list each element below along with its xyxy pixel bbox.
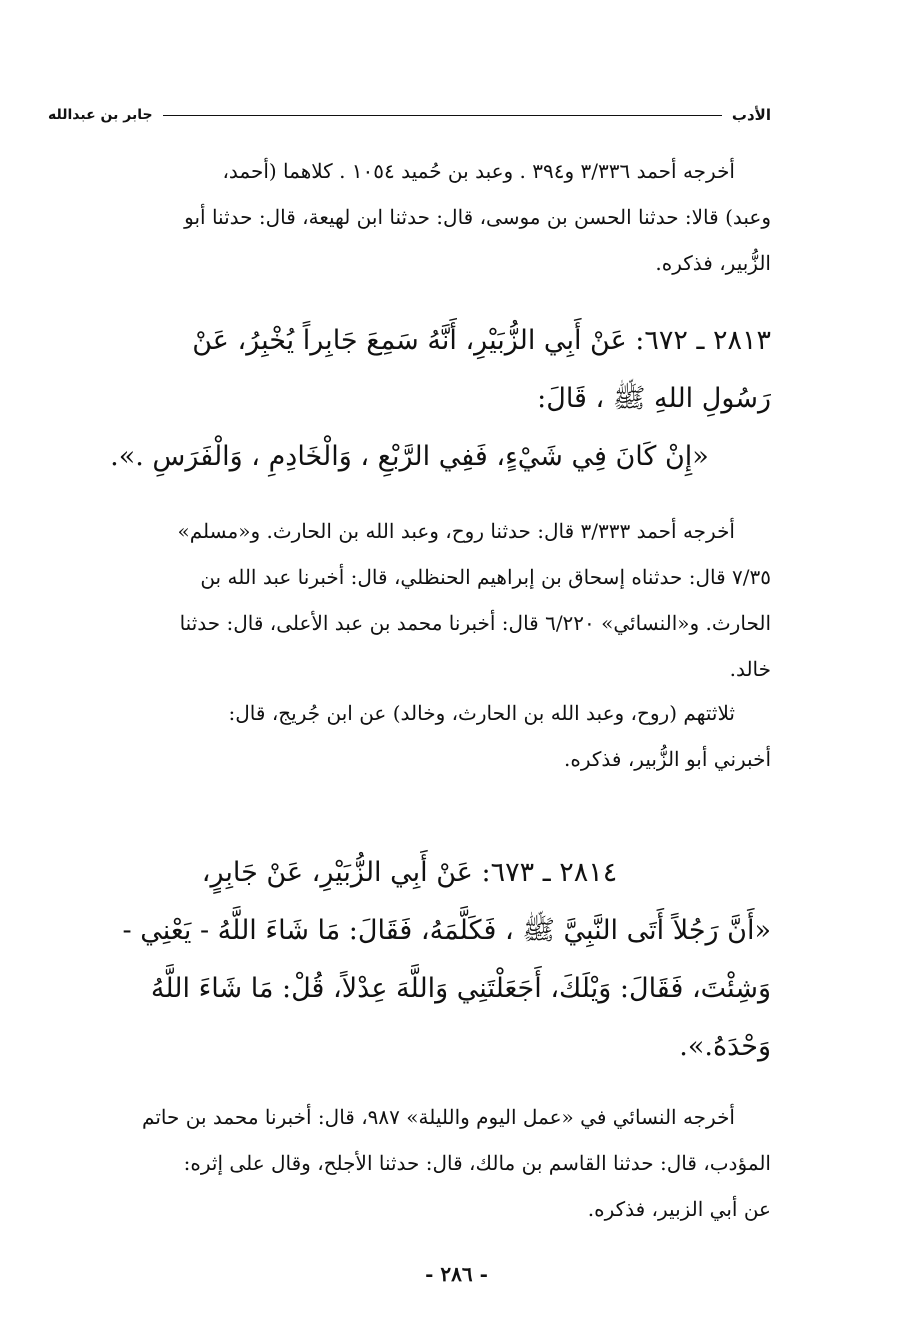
- takhrij-note-3: [48, 690, 771, 782]
- text-line: أخرجه أحمد ٣/٣٣٦ و٣٩٤ . وعبد بن حُميد ١٠٥٤ . كلاهما (أحمد،: [222, 159, 735, 183]
- text-line: الزُّبير، فذكره.: [655, 251, 771, 275]
- takhrij-note-4: [48, 1094, 771, 1232]
- text-line: ٧/٣٥ قال: حدثناه إسحاق بن إبراهيم الحنظلي، قال: أخبرنا عبد الله بن: [200, 565, 771, 589]
- running-header: [48, 100, 771, 130]
- hadith-matn-line: «إِنْ كَانَ فِي شَيْءٍ، فَفِي الرَّبْعِ ، وَالْخَادِمِ ، وَالْفَرَسِ .».: [110, 441, 709, 472]
- text-line: المؤدب، قال: حدثنا القاسم بن مالك، قال: حدثنا الأجلح، وقال على إثره:: [183, 1151, 771, 1175]
- hadith-line: وَحْدَهُ.».: [679, 1031, 771, 1062]
- header-author-title: جابر بن عبدالله: [48, 107, 153, 123]
- text-line: ثلاثتهم (روح، وعبد الله بن الحارث، وخالد) عن ابن جُريج، قال:: [228, 701, 735, 725]
- text-line: أخبرني أبو الزُّبير، فذكره.: [564, 747, 771, 771]
- header-divider-line: [163, 115, 722, 116]
- hadith-2813: [48, 312, 771, 486]
- text-line: خالد.: [729, 657, 771, 681]
- page-number: - ٢٨٦ -: [425, 1262, 488, 1286]
- hadith-2814: [48, 844, 771, 1076]
- hadith-line: «أَنَّ رَجُلاً أَتَى النَّبِيَّ ﷺ ، فَكَلَّمَهُ، فَقَالَ: مَا شَاءَ اللَّهُ - يَعْنِي -: [122, 915, 771, 946]
- hadith-line: ٢٨١٣ ـ ٦٧٢: عَنْ أَبِي الزُّبَيْرِ، أَنَّهُ سَمِعَ جَابِراً يُخْبِرُ، عَنْ: [192, 325, 771, 356]
- text-line: عن أبي الزبير، فذكره.: [587, 1197, 771, 1221]
- text-line: أخرجه أحمد ٣/٣٣٣ قال: حدثنا روح، وعبد الله بن الحارث. و«مسلم»: [177, 519, 735, 543]
- text-line: أخرجه النسائي في «عمل اليوم والليلة» ٩٨٧، قال: أخبرنا محمد بن حاتم: [142, 1105, 735, 1129]
- hadith-line: رَسُولِ اللهِ ﷺ ، قَالَ:: [537, 383, 771, 414]
- hadith-line: وَشِئْتَ، فَقَالَ: وَيْلَكَ، أَجَعَلْتَنِي وَاللَّهَ عِدْلاً، قُلْ: مَا شَاءَ اللَّهُ: [150, 973, 771, 1004]
- text-line: وعبد) قالا: حدثنا الحسن بن موسى، قال: حدثنا ابن لهيعة، قال: حدثنا أبو: [184, 205, 771, 229]
- takhrij-note-1: [48, 148, 771, 286]
- takhrij-note-2: [48, 508, 771, 692]
- text-line: الحارث. و«النسائي» ٦/٢٢٠ قال: أخبرنا محمد بن عبد الأعلى، قال: حدثنا: [179, 611, 771, 635]
- hadith-line: ٢٨١٤ ـ ٦٧٣: عَنْ أَبِي الزُّبَيْرِ، عَنْ جَابِرٍ،: [201, 857, 618, 888]
- header-section-title: الأدب: [731, 106, 771, 124]
